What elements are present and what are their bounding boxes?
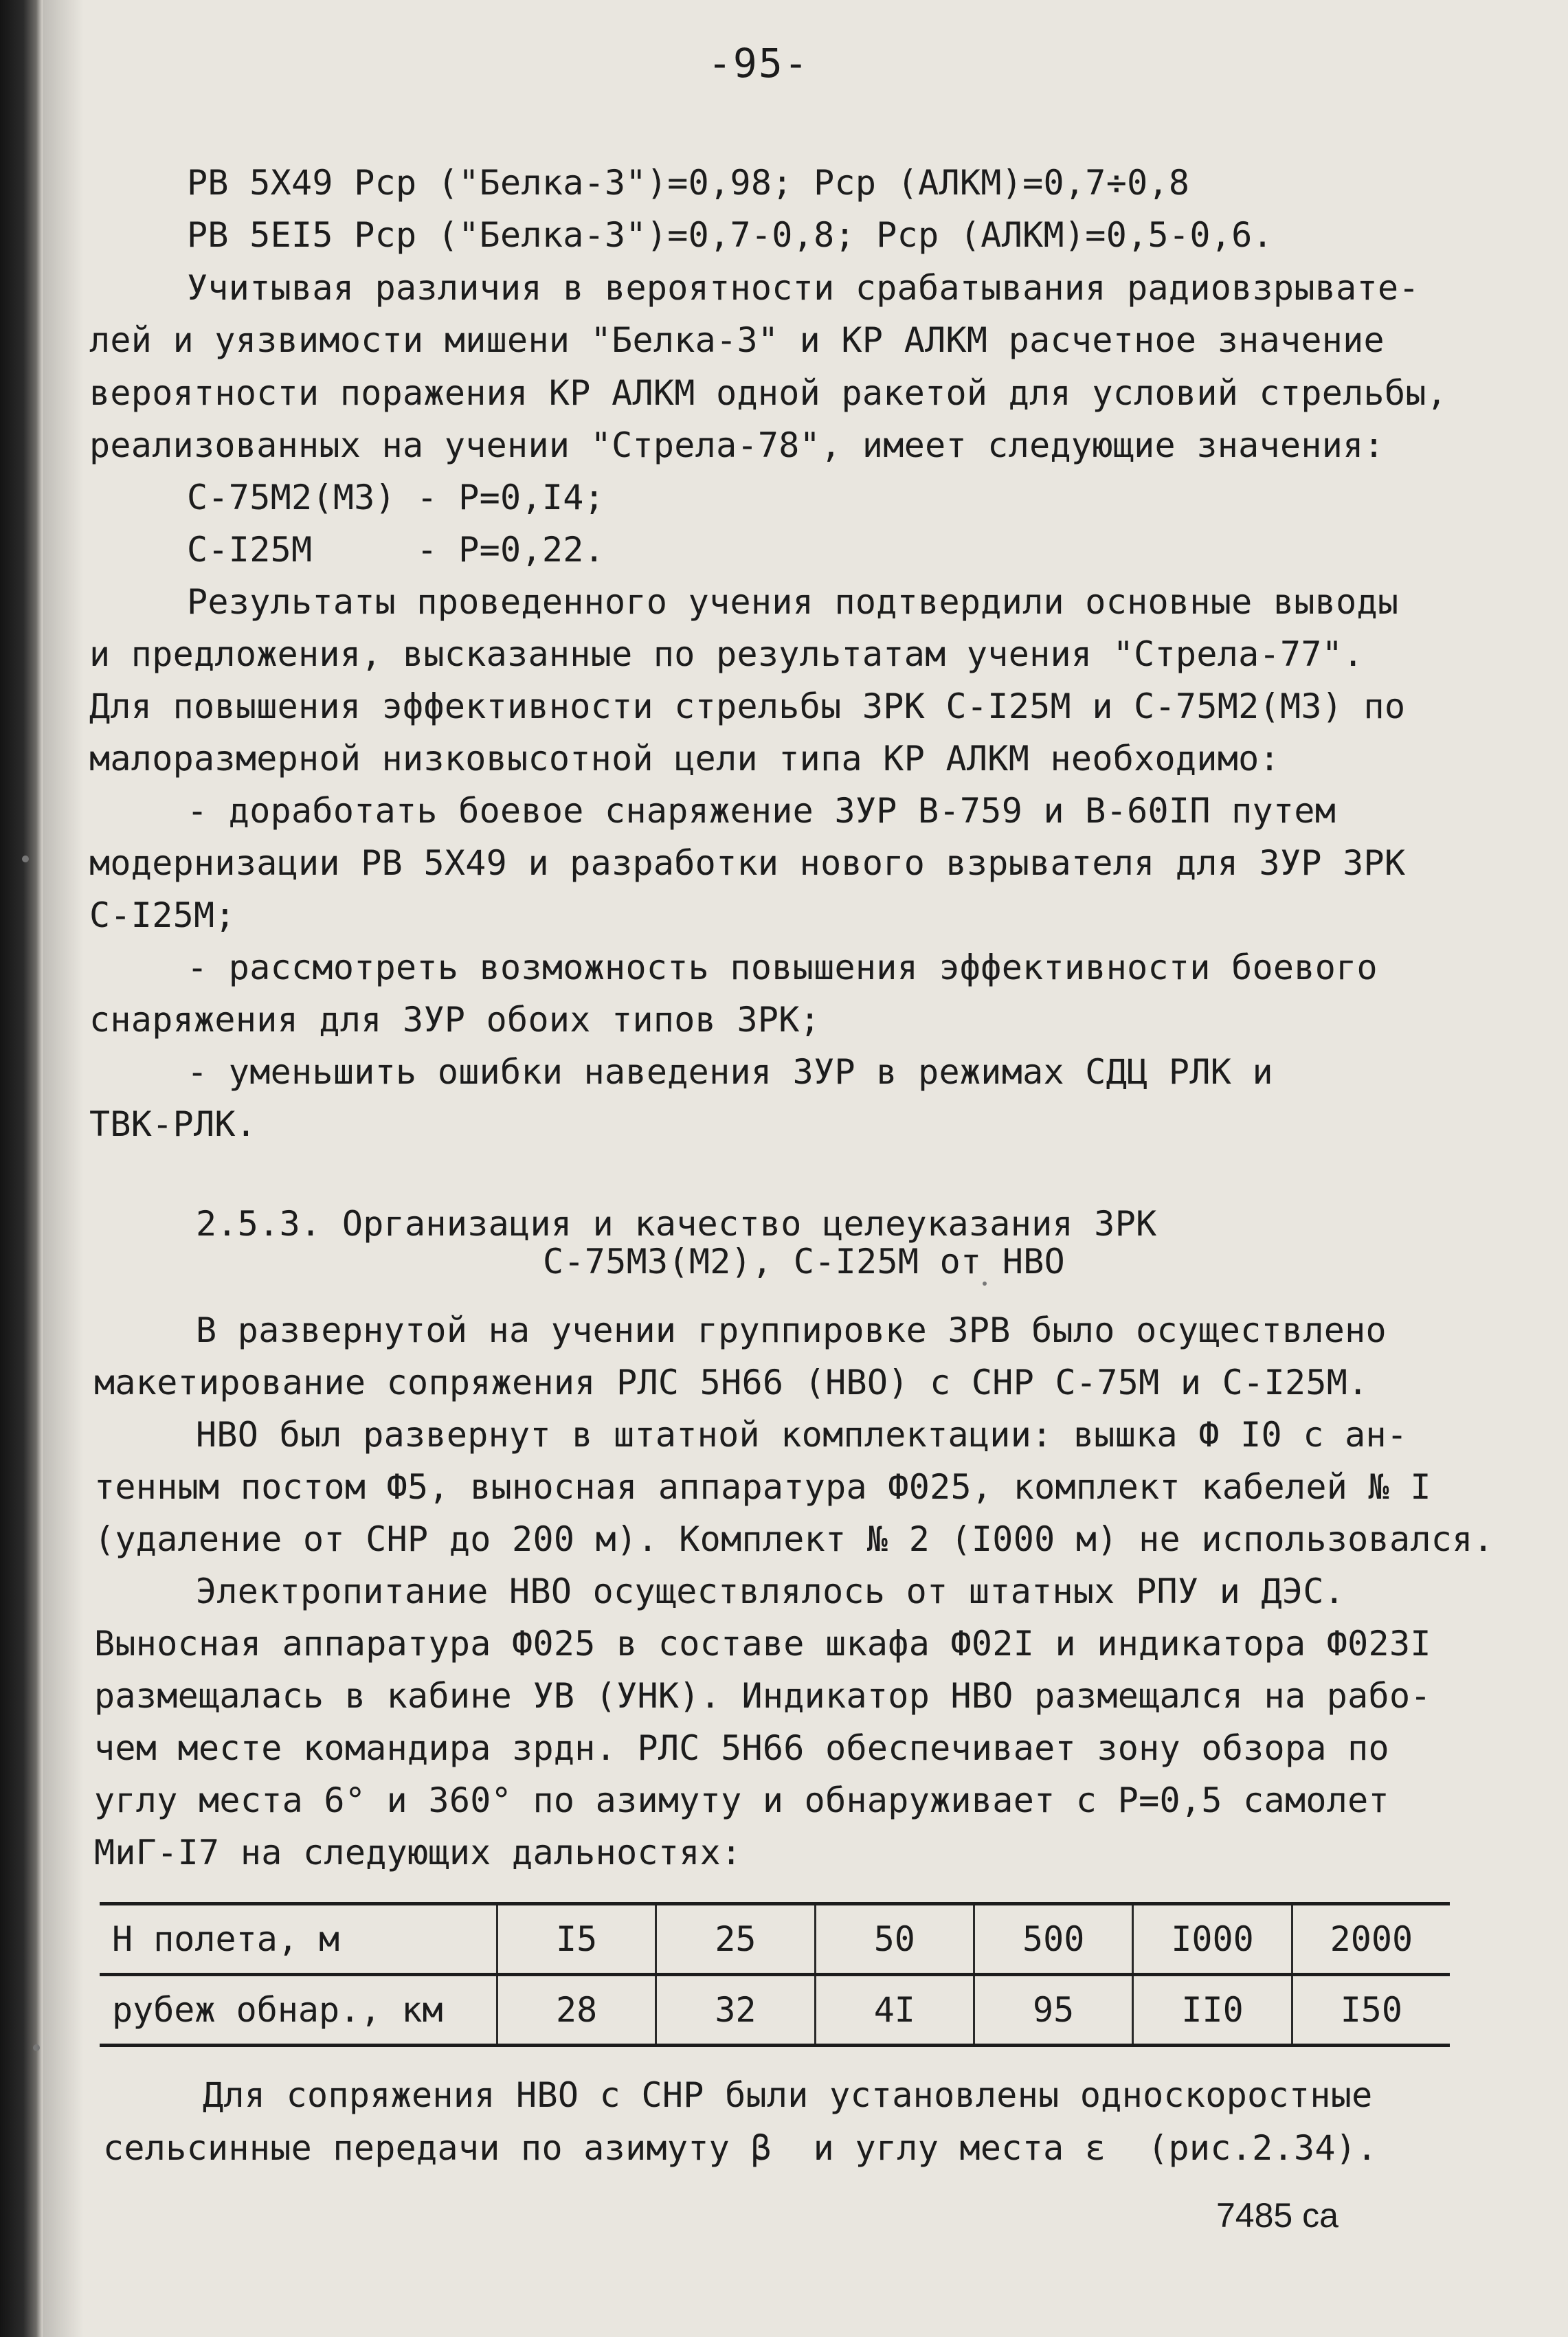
text-line: С-75М2(М3) - Р=0,I4; bbox=[187, 478, 605, 517]
page-number: -95- bbox=[708, 40, 809, 87]
text-line: С-I25М; bbox=[89, 895, 236, 935]
text-line: снаряжения для ЗУР обоих типов ЗРК; bbox=[89, 1000, 821, 1040]
text-line: НВО был развернут в штатной комплектации: вышка Ф I0 с ан- bbox=[196, 1415, 1408, 1455]
text-line: 2.5.3. Организация и качество целеуказания ЗРК bbox=[196, 1204, 1157, 1244]
text-line: малоразмерной низковысотной цели типа КР АЛКМ необходимо: bbox=[89, 739, 1280, 779]
table-cell: 95 bbox=[974, 1975, 1132, 2046]
table-cell: 32 bbox=[656, 1975, 815, 2046]
table-cell: 28 bbox=[497, 1975, 656, 2046]
table-row-label: рубеж обнар., км bbox=[100, 1975, 497, 2046]
text-line: РВ 5Х49 Рср ("Белка-3")=0,98; Рср (АЛКМ)=0,7÷0,8 bbox=[187, 163, 1190, 203]
text-line: С-75М3(М2), С-I25М от НВО bbox=[543, 1242, 1066, 1282]
text-line: Электропитание НВО осуществлялось от штатных РПУ и ДЭС. bbox=[196, 1572, 1345, 1611]
detection-range-table bbox=[100, 1902, 1450, 2047]
text-line: лей и уязвимости мишени "Белка-3" и КР АЛКМ расчетное значение bbox=[89, 320, 1385, 360]
paper-speck bbox=[33, 2044, 40, 2051]
text-line: С-I25М - Р=0,22. bbox=[187, 530, 605, 570]
text-line: Для повышения эффективности стрельбы ЗРК С-I25М и С-75М2(М3) по bbox=[89, 686, 1406, 726]
text-line: чем месте командира зрдн. РЛС 5Н66 обеспечивает зону обзора по bbox=[94, 1728, 1389, 1768]
text-line: РВ 5ЕI5 Рср ("Белка-3")=0,7-0,8; Рср (АЛКМ)=0,5-0,6. bbox=[187, 215, 1273, 255]
text-line: углу места 6° и 360° по азимуту и обнаруживает с Р=0,5 самолет bbox=[94, 1780, 1389, 1820]
text-line: Учитывая различия в вероятности срабатывания радиовзрывате- bbox=[187, 268, 1420, 308]
table-cell: 2000 bbox=[1292, 1904, 1450, 1975]
table-cell: 500 bbox=[974, 1904, 1132, 1975]
table-cell: I5 bbox=[497, 1904, 656, 1975]
table-cell: 50 bbox=[815, 1904, 974, 1975]
text-line: В развернутой на учении группировке ЗРВ было осуществлено bbox=[196, 1310, 1387, 1350]
text-line: МиГ-I7 на следующих дальностях: bbox=[94, 1833, 742, 1872]
text-line: - уменьшить ошибки наведения ЗУР в режимах СДЦ РЛК и bbox=[187, 1052, 1273, 1092]
text-line: размещалась в кабине УВ (УНК). Индикатор НВО размещался на рабо- bbox=[94, 1676, 1431, 1716]
table-cell: I50 bbox=[1292, 1975, 1450, 2046]
document-code: 7485 са bbox=[1216, 2196, 1339, 2235]
text-line: модернизации РВ 5Х49 и разработки нового взрывателя для ЗУР ЗРК bbox=[89, 843, 1406, 883]
text-line: Для сопряжения НВО с СНР были установлены односкоростные bbox=[203, 2075, 1373, 2115]
table-cell: 4I bbox=[815, 1975, 974, 2046]
table-cell: I000 bbox=[1133, 1904, 1292, 1975]
table-row-detection-range bbox=[100, 1975, 1450, 2046]
text-line: Результаты проведенного учения подтвердили основные выводы bbox=[187, 582, 1399, 622]
text-line: и предложения, высказанные по результатам учения "Стрела-77". bbox=[89, 634, 1364, 674]
table-row-flight-altitude bbox=[100, 1904, 1450, 1975]
text-line: вероятности поражения КР АЛКМ одной ракетой для условий стрельбы, bbox=[89, 373, 1448, 413]
text-line: ТВК-РЛК. bbox=[89, 1104, 257, 1144]
paper-speck bbox=[22, 856, 29, 862]
table-cell: II0 bbox=[1133, 1975, 1292, 2046]
text-line: Выносная аппаратура Ф025 в составе шкафа Ф02I и индикатора Ф023I bbox=[94, 1624, 1431, 1664]
text-line: реализованных на учении "Стрела-78", имеет следующие значения: bbox=[89, 425, 1385, 465]
text-line: сельсинные передачи по азимуту β и углу места ε (рис.2.34). bbox=[103, 2128, 1378, 2168]
paper-speck bbox=[983, 1282, 987, 1286]
text-line: тенным постом Ф5, выносная аппаратура Ф025, комплект кабелей № I bbox=[94, 1467, 1431, 1507]
text-line: (удаление от СНР до 200 м). Комплект № 2 (I000 м) не использовался. bbox=[94, 1519, 1494, 1559]
table-row-label: Н полета, м bbox=[100, 1904, 497, 1975]
table-cell: 25 bbox=[656, 1904, 815, 1975]
text-line: макетирование сопряжения РЛС 5Н66 (НВО) с СНР С-75М и С-I25М. bbox=[94, 1363, 1369, 1402]
text-line: - рассмотреть возможность повышения эффективности боевого bbox=[187, 948, 1378, 987]
text-line: - доработать боевое снаряжение ЗУР В-759 и В-60IП путем bbox=[187, 791, 1336, 831]
